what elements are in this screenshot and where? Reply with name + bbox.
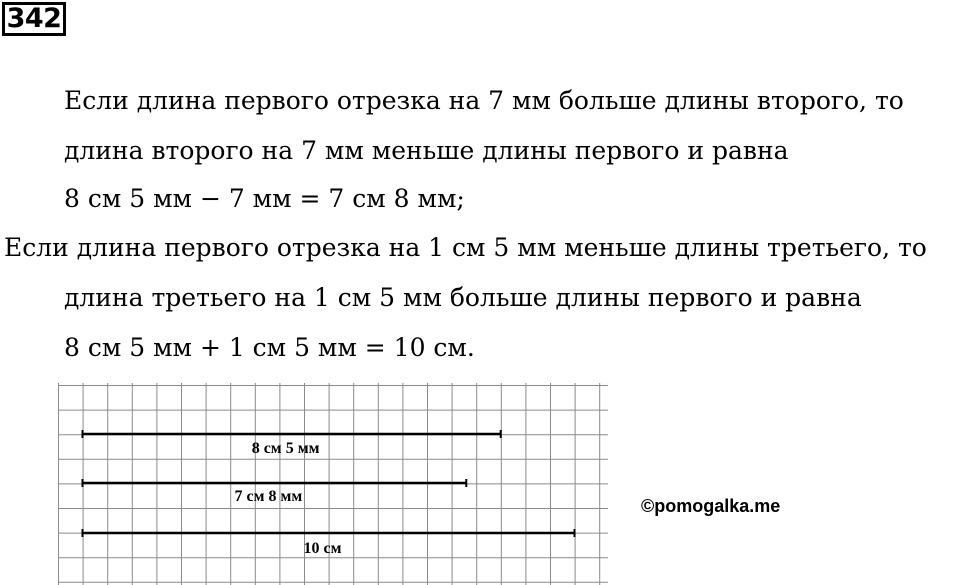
segment-label: 10 см xyxy=(303,540,342,557)
paragraph1-line2: длина второго на 7 мм меньше длины первого и равна xyxy=(64,136,789,165)
paragraph2-equation: 8 см 5 мм + 1 см 5 мм = 10 см. xyxy=(64,333,475,362)
paragraph1-equation: 8 см 5 мм − 7 мм = 7 см 8 мм; xyxy=(64,184,465,213)
segment-1 xyxy=(83,430,501,457)
paragraph2-line2: длина третьего на 1 см 5 мм больше длины первого и равна xyxy=(64,283,862,312)
segment-label: 8 см 5 мм xyxy=(251,440,320,457)
segments-drawing xyxy=(58,383,608,585)
problem-number-badge: 342 xyxy=(2,2,66,36)
paragraph1-line1: Если длина первого отрезка на 7 мм больше длины второго, то xyxy=(64,86,904,115)
segment-label: 7 см 8 мм xyxy=(234,488,303,505)
segment-2 xyxy=(83,479,467,505)
copyright-text: ©pomogalka.me xyxy=(641,496,781,516)
segment-3 xyxy=(83,529,575,557)
grid-paper xyxy=(58,383,608,585)
paragraph2-line1: Если длина первого отрезка на 1 см 5 мм меньше длины третьего, то xyxy=(4,233,927,262)
